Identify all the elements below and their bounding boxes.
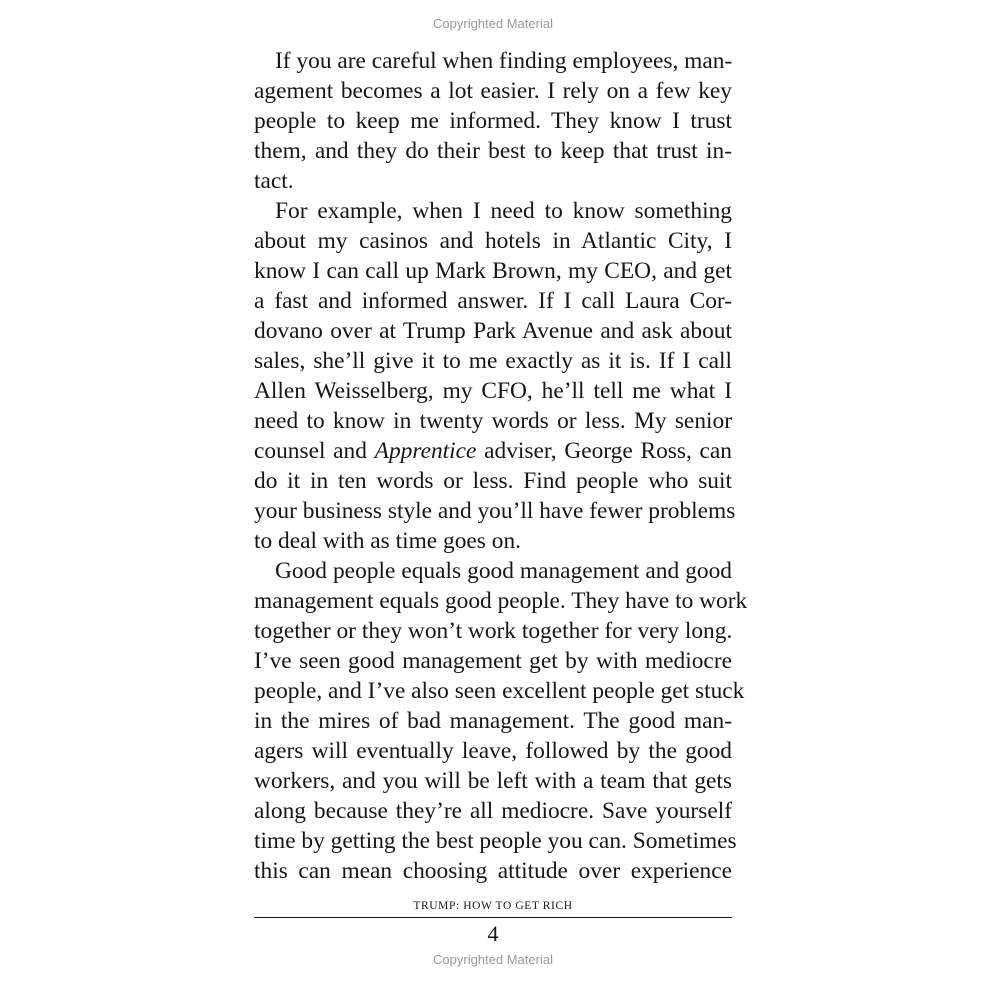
text-line: If you are careful when finding employees, man- [275, 48, 733, 74]
text-line: in the mires of bad management. The good man- [254, 708, 732, 734]
text-line: workers, and you will be left with a team that gets [254, 768, 732, 794]
text-line: Good people equals good management and good [275, 558, 732, 584]
text-line: time by getting the best people you can. Sometimes [254, 828, 737, 854]
text-line: dovano over at Trump Park Avenue and ask about [254, 318, 732, 344]
text-line: a fast and informed answer. If I call Laura Cor- [254, 288, 732, 314]
running-footer-title: TRUMP: HOW TO GET RICH [413, 900, 573, 912]
text-line: know I can call up Mark Brown, my CEO, and get [254, 258, 732, 284]
text-line: them, and they do their best to keep that trust in- [254, 138, 732, 164]
text-line: people, and I’ve also seen excellent people get stuck [254, 678, 745, 704]
text-line: about my casinos and hotels in Atlantic City, I [254, 228, 732, 254]
text-line [254, 436, 732, 466]
text-line: do it in ten words or less. Find people who suit [254, 468, 732, 494]
copyright-watermark-bottom: Copyrighted Material [433, 952, 553, 967]
page-number: 4 [487, 921, 499, 946]
text-line: For example, when I need to know something [275, 198, 732, 224]
text-line: agers will eventually leave, followed by the good [254, 738, 732, 764]
text-line: agement becomes a lot easier. I rely on a few key [254, 78, 732, 104]
page-body [254, 46, 748, 886]
text-line: Allen Weisselberg, my CFO, he’ll tell me what I [254, 378, 732, 404]
text-line: tact. [254, 168, 294, 194]
text-line: together or they won’t work together for very long. [254, 618, 733, 644]
copyright-watermark-top: Copyrighted Material [433, 16, 553, 31]
text-line: management equals good people. They have to work [254, 588, 748, 614]
footer-divider [254, 917, 732, 918]
text-line: sales, she’ll give it to me exactly as it is. If I call [254, 348, 732, 374]
book-title-italic: Apprentice [374, 438, 477, 464]
text-line: your business style and you’ll have fewer problems [254, 498, 736, 524]
text-line: need to know in twenty words or less. My senior [254, 408, 732, 434]
paragraph-1 [254, 46, 732, 196]
text-span: adviser, George Ross, can [476, 438, 732, 464]
text-line: along because they’re all mediocre. Save yourself [254, 798, 732, 824]
paragraph-2 [254, 196, 736, 556]
text-line: people to keep me informed. They know I trust [254, 108, 732, 134]
text-line: this can mean choosing attitude over experience [254, 858, 732, 884]
text-line: to deal with as time goes on. [254, 528, 521, 554]
paragraph-3 [254, 556, 748, 886]
text-span: counsel and [254, 438, 375, 464]
text-line: I’ve seen good management get by with mediocre [254, 648, 732, 674]
